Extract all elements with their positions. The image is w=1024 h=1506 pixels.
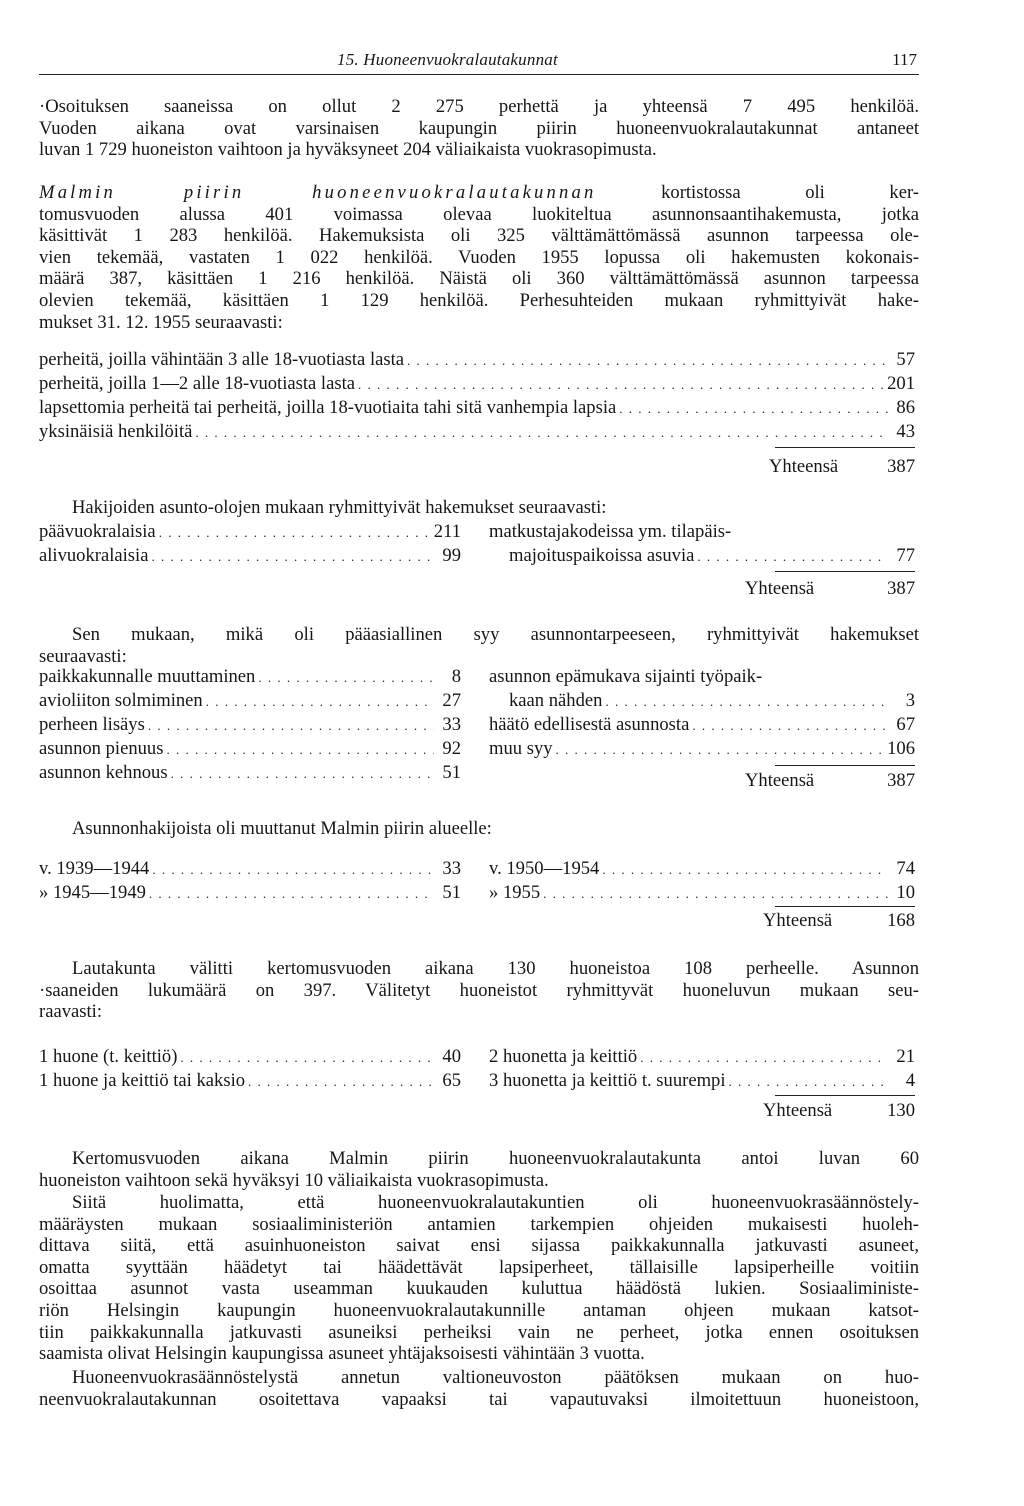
row-label: perheen lisäys — [39, 714, 145, 735]
housing-intro — [39, 497, 919, 519]
leader-dots — [248, 1070, 434, 1094]
text-line: Sen mukaan, mikä oli pääasiallinen syy asunnontarpeeseen, ryhmittyivät hakemukset — [72, 624, 919, 645]
paragraph-allocations — [39, 96, 919, 161]
text-line: neenvuokralautakunnan osoitettava vapaaksi tai vapautuvaksi ilmoitettuun huoneistoon, — [39, 1388, 919, 1410]
spaced-emphasis: Malmin piirin huoneenvuokralautakunnan — [39, 182, 597, 203]
total-label: Yhteensä — [769, 456, 839, 477]
total-label: Yhteensä — [763, 1100, 833, 1121]
row-label: 2 huonetta ja keittiö — [489, 1046, 638, 1067]
text-line: ·saaneiden lukumäärä on 397. Välitetyt huoneistot ryhmittyvät huoneluvun mukaan seu- — [39, 979, 919, 1001]
text-line: ·Osoituksen saaneissa on ollut 2 275 perhettä ja yhteensä 7 495 henkilöä. — [39, 96, 919, 117]
leader-dots — [166, 738, 434, 762]
row-label: 3 huonetta ja keittiö t. suurempi — [489, 1070, 726, 1091]
table-row — [39, 1045, 461, 1069]
total-value: 387 — [887, 456, 915, 477]
row-label: v. 1939—1944 — [39, 858, 150, 879]
text-line: saamista olivat Helsingin kaupungissa asuneet yhtäjaksoisesti vähintään 3 vuotta. — [39, 1343, 645, 1365]
table-row — [39, 665, 461, 689]
running-title: 15. Huoneenvuokralautakunnat — [337, 50, 558, 69]
row-value: 33 — [442, 858, 461, 879]
text-line: seuraavasti: — [39, 645, 127, 667]
text-line: Hakijoiden asunto-olojen mukaan ryhmittyivät hakemukset seuraavasti: — [72, 497, 607, 518]
row-value: 27 — [442, 690, 461, 711]
paragraph-exchange-permits — [39, 1148, 919, 1191]
row-value: 67 — [896, 714, 915, 735]
leader-dots — [697, 545, 888, 569]
text-line: luvan 1 729 huoneiston vaihtoon ja hyväksyneet 204 väliaikaista vuokrasopimusta. — [39, 139, 657, 161]
text-fragment: kortistossa oli ker- — [596, 182, 919, 203]
row-value: 51 — [442, 882, 461, 903]
row-label: v. 1950—1954 — [489, 858, 600, 879]
table-row — [489, 1069, 915, 1093]
text-line: määräysten mukaan sosiaaliministeriön antamien tarkempien ohjeiden mukaisesti huoleh- — [39, 1213, 919, 1235]
leader-dots — [206, 690, 434, 714]
migration-intro — [39, 818, 919, 840]
leader-dots — [151, 545, 434, 569]
table-row — [509, 689, 915, 713]
leader-dots — [159, 521, 431, 545]
row-value: 43 — [896, 421, 915, 442]
text-line: dittava siitä, että asuinhuoneiston saivat ensi sijassa paikkakunnalla jatkuvasti asuneet, — [39, 1235, 919, 1257]
table-row — [39, 420, 915, 444]
paragraph-evictions — [39, 1192, 919, 1365]
table-row — [39, 881, 461, 905]
row-label: » 1955 — [489, 882, 541, 903]
row-value: 33 — [442, 714, 461, 735]
total-label: Yhteensä — [745, 770, 815, 791]
row-value: 8 — [451, 666, 461, 687]
document-page — [39, 0, 919, 1506]
row-label: kaan nähden — [509, 690, 603, 711]
row-label: perheitä, joilla 1—2 alle 18-vuotiasta lasta — [39, 373, 355, 394]
row-label: päävuokralaisia — [39, 521, 156, 542]
text-line: huoneiston vaihtoon sekä hyväksyi 10 väliaikaista vuokrasopimusta. — [39, 1169, 549, 1191]
table-row — [39, 713, 461, 737]
leader-dots — [640, 1046, 888, 1070]
paragraph-government-decision — [39, 1367, 919, 1410]
table-row-text: asunnon epämukava sijainti työpaik- — [489, 666, 763, 687]
row-label: avioliiton solmiminen — [39, 690, 203, 711]
text-line: Siitä huolimatta, että huoneenvuokralautakuntien oli huoneenvuokrasäännöstely- — [72, 1192, 919, 1213]
leader-dots — [148, 714, 434, 738]
sum-rule — [775, 571, 915, 572]
leader-dots — [171, 762, 434, 786]
row-label: perheitä, joilla vähintään 3 alle 18-vuotiasta lasta — [39, 349, 405, 370]
table-row — [39, 520, 461, 544]
reason-intro — [39, 624, 919, 667]
leader-dots — [407, 349, 888, 373]
table-row-text: matkustajakodeissa ym. tilapäis- — [489, 521, 732, 542]
table-row — [39, 761, 461, 785]
row-label: 1 huone ja keittiö tai kaksio — [39, 1070, 246, 1091]
table-row — [39, 857, 461, 881]
row-label: paikkakunnalle muuttaminen — [39, 666, 256, 687]
table-row — [39, 396, 915, 420]
row-value: 3 — [905, 690, 915, 711]
row-label: häätö edellisestä asunnosta — [489, 714, 690, 735]
sum-rule — [775, 1095, 915, 1096]
row-label: asunnon kehnous — [39, 762, 168, 783]
row-value: 99 — [442, 545, 461, 566]
leader-dots — [556, 738, 885, 762]
row-label: 1 huone (t. keittiö) — [39, 1046, 178, 1067]
table-row — [489, 881, 915, 905]
text-line: mukset 31. 12. 1955 seuraavasti: — [39, 311, 283, 333]
text-line: määrä 387, käsittäen 1 216 henkilöä. Näistä oli 360 välttämättömässä asunnon tarpeessa — [39, 268, 919, 290]
table-row — [39, 372, 915, 396]
leader-dots — [358, 373, 884, 397]
table-row — [39, 1069, 461, 1093]
total-value: 130 — [887, 1100, 915, 1121]
row-value: 211 — [433, 521, 461, 542]
total-value: 387 — [887, 770, 915, 791]
row-value: 77 — [896, 545, 915, 566]
text-line: tiin paikkakunnalla jatkuvasti asuneiksi perheiksi vain ne perheet, jotka ennen osoituksen — [39, 1321, 919, 1343]
sum-rule — [775, 906, 915, 907]
text-line: Asunnonhakijoista oli muuttanut Malmin piirin alueelle: — [72, 818, 492, 839]
text-line: Vuoden aikana ovat varsinaisen kaupungin piirin huoneenvuokralautakunnat antaneet — [39, 117, 919, 139]
row-label: asunnon pienuus — [39, 738, 164, 759]
paragraph-mediated — [39, 958, 919, 1023]
row-label: yksinäisiä henkilöitä — [39, 421, 193, 442]
table-row — [489, 857, 915, 881]
table-row — [489, 1045, 915, 1069]
page-header — [39, 48, 919, 74]
text-line: osoittaa asunnot vasta useamman kuukauden kuluttua häädöstä lukien. Sosiaaliministe- — [39, 1278, 919, 1300]
paragraph-malmi-register — [39, 182, 919, 333]
row-label: alivuokralaisia — [39, 545, 149, 566]
text-line: käsittivät 1 283 henkilöä. Hakemuksista oli 325 välttämättömässä asunnon tarpeessa ole- — [39, 225, 919, 247]
table-row — [509, 544, 915, 568]
text-line: riön Helsingin kaupungin huoneenvuokralautakunnille antaman ohjeen mukaan katsot- — [39, 1299, 919, 1321]
text-line: Kertomusvuoden aikana Malmin piirin huoneenvuokralautakunta antoi luvan 60 — [72, 1148, 919, 1169]
row-value: 92 — [442, 738, 461, 759]
table-row — [39, 544, 461, 568]
row-value: 10 — [896, 882, 915, 903]
page-number: 117 — [892, 50, 917, 69]
row-value: 40 — [442, 1046, 461, 1067]
table-row — [489, 713, 915, 737]
text-line: raavasti: — [39, 1001, 102, 1023]
table-row — [489, 737, 915, 761]
text-line: Lautakunta välitti kertomusvuoden aikana 130 huoneistoa 108 perheelle. Asunnon — [72, 958, 919, 979]
row-value: 51 — [442, 762, 461, 783]
text-line: tomusvuoden alussa 401 voimassa olevaa luokiteltua asunnonsaantihakemusta, jotka — [39, 203, 919, 225]
row-value: 21 — [896, 1046, 915, 1067]
total-value: 168 — [887, 910, 915, 931]
row-value: 201 — [887, 373, 915, 394]
leader-dots — [602, 858, 888, 882]
leader-dots — [605, 690, 888, 714]
text-line: Huoneenvuokrasäännöstelystä annetun valtioneuvoston päätöksen mukaan on huo- — [72, 1367, 919, 1388]
text-line: omatta syyttään häädetyt tai häädettävät lapsiperheet, tällaisille lapsiperheille voitiin — [39, 1256, 919, 1278]
sum-rule — [775, 765, 915, 766]
table-row — [39, 737, 461, 761]
leader-dots — [180, 1046, 434, 1070]
row-value: 4 — [905, 1070, 915, 1091]
text-line: vien tekemää, vastaten 1 022 henkilöä. Vuoden 1955 lopussa oli hakemusten kokonais- — [39, 246, 919, 268]
leader-dots — [692, 714, 888, 738]
table-row — [39, 348, 915, 372]
row-value: 86 — [896, 397, 915, 418]
row-label: majoituspaikoissa asuvia — [509, 545, 695, 566]
leader-dots — [149, 882, 434, 906]
leader-dots — [543, 882, 888, 906]
total-label: Yhteensä — [745, 578, 815, 599]
text-line — [39, 182, 919, 204]
header-rule — [39, 74, 919, 75]
row-label: » 1945—1949 — [39, 882, 146, 903]
leader-dots — [258, 666, 434, 690]
row-value: 57 — [896, 349, 915, 370]
row-value: 74 — [896, 858, 915, 879]
row-value: 106 — [887, 738, 915, 759]
sum-rule — [775, 447, 915, 448]
leader-dots — [195, 421, 888, 445]
row-label: lapsettomia perheitä tai perheitä, joilla 18-vuotiaita tahi sitä vanhempia lapsia — [39, 397, 617, 418]
leader-dots — [729, 1070, 888, 1094]
total-label: Yhteensä — [763, 910, 833, 931]
leader-dots — [619, 397, 888, 421]
row-label: muu syy — [489, 738, 553, 759]
table-row — [39, 689, 461, 713]
row-value: 65 — [442, 1070, 461, 1091]
text-line: olevien tekemää, käsittäen 1 129 henkilöä. Perhesuhteiden mukaan ryhmittyivät hake- — [39, 289, 919, 311]
total-value: 387 — [887, 578, 915, 599]
leader-dots — [152, 858, 434, 882]
